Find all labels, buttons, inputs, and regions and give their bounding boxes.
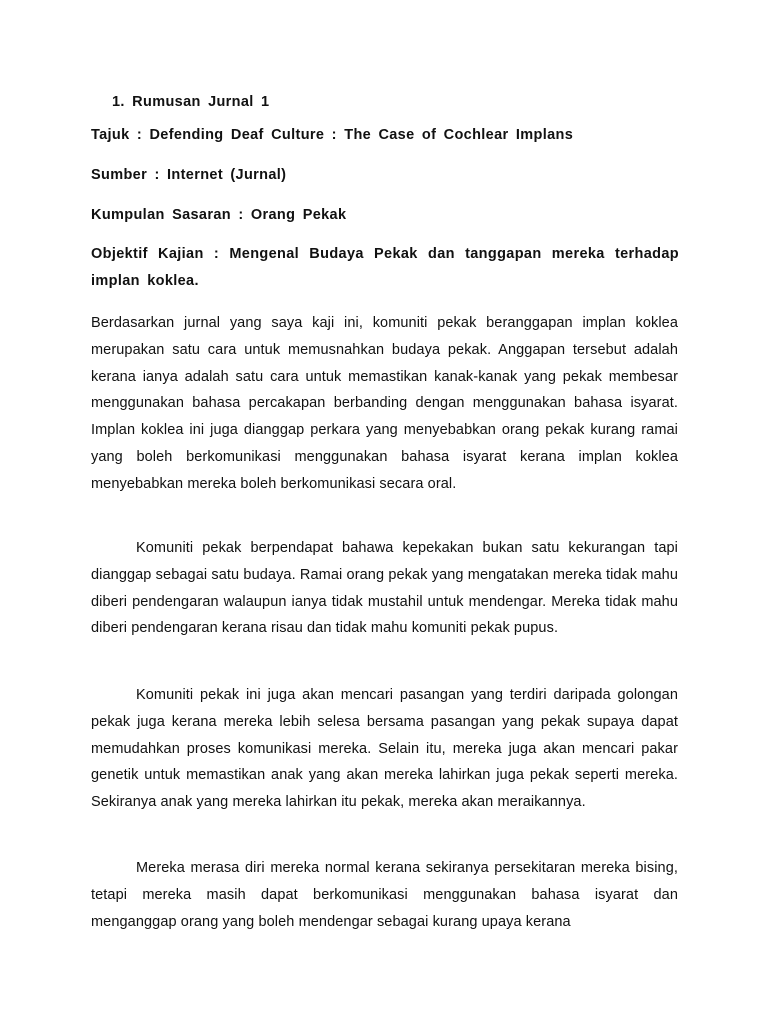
objektif-kajian: Objektif Kajian : Mengenal Budaya Pekak dan tanggapan mereka terhadap implan koklea. xyxy=(91,246,679,289)
sumber-line: Sumber : Internet (Jurnal) xyxy=(91,167,287,183)
section-title: 1. Rumusan Jurnal 1 xyxy=(112,94,270,110)
kumpulan-sasaran-line: Kumpulan Sasaran : Orang Pekak xyxy=(91,207,347,223)
tajuk-line: Tajuk : Defending Deaf Culture : The Case of Cochlear Implans xyxy=(91,127,574,143)
body-paragraph-1: Berdasarkan jurnal yang saya kaji ini, komuniti pekak beranggapan implan koklea merupakan satu cara untuk memusnahkan budaya pekak. Anggapan tersebut adalah kerana ianya adalah satu cara untuk memastikan kanak-kanak yang pekak membesar menggunakan bahasa percakapan berbanding dengan menggunakan bahasa isyarat. Implan koklea ini juga dianggap perkara yang menyebabkan orang pekak kurang ramai yang boleh berkomunikasi menggunakan bahasa isyarat kerana implan koklea menyebabkan mereka boleh berkomunikasi secara oral. xyxy=(91,315,678,492)
body-paragraph-4: Mereka merasa diri mereka normal kerana sekiranya persekitaran mereka bising, tetapi mereka masih dapat berkomunikasi menggunakan bahasa isyarat dan menganggap orang yang boleh mendengar sebagai kurang upaya kerana xyxy=(91,860,678,930)
body-paragraph-3: Komuniti pekak ini juga akan mencari pasangan yang terdiri daripada golongan pekak juga kerana mereka lebih selesa bersama pasangan yang pekak supaya dapat memudahkan proses komunikasi mereka. Selain itu, mereka juga akan mencari pakar genetik untuk memastikan anak yang akan mereka lahirkan juga pekak seperti mereka. Sekiranya anak yang mereka lahirkan itu pekak, mereka akan meraikannya. xyxy=(91,687,678,811)
body-paragraph-2: Komuniti pekak berpendapat bahawa kepekakan bukan satu kekurangan tapi dianggap sebagai satu budaya. Ramai orang pekak yang mengatakan mereka tidak mahu diberi pendengaran walaupun ianya tidak mustahil untuk mendengar. Mereka tidak mahu diberi pendengaran kerana risau dan tidak mahu komuniti pekak pupus. xyxy=(91,540,678,637)
